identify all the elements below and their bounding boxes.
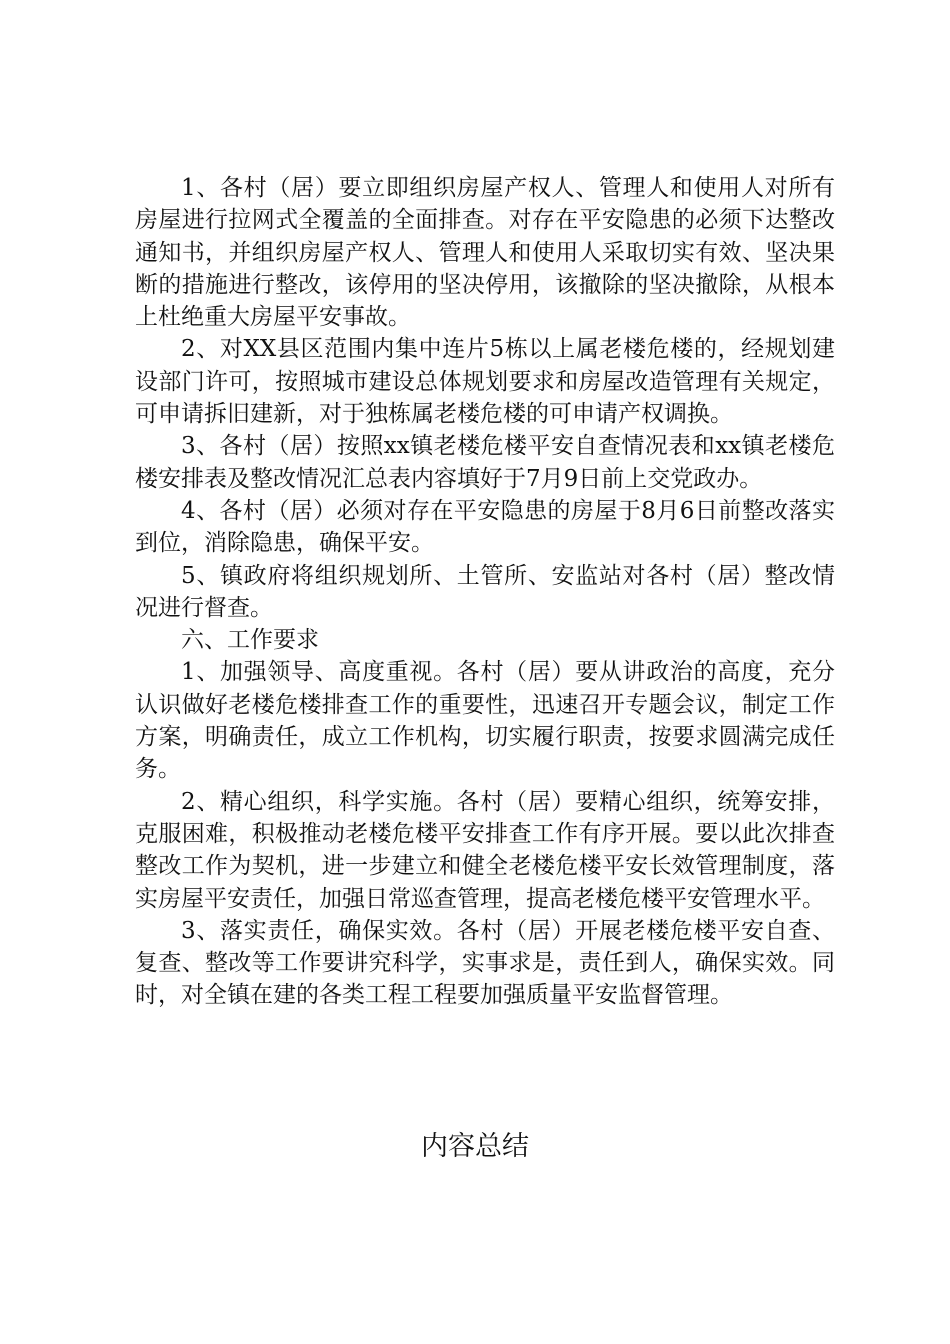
- summary-title: 内容总结: [421, 1131, 529, 1162]
- paragraph-5: 5、镇政府将组织规划所、土管所、安监站对各村（居）整改情况进行督查。: [135, 562, 835, 621]
- paragraph-2: 2、对XX县区范围内集中连片5栋以上属老楼危楼的，经规划建设部门许可，按照城市建设总体规划要求和房屋改造管理有关规定，可申请拆旧建新，对于独栋属老楼危楼的可申请产权调换。: [135, 336, 835, 428]
- body-text: [135, 172, 835, 1012]
- section-heading: 六、工作要求: [181, 627, 319, 654]
- paragraph-7: 1、加强领导、高度重视。各村（居）要从讲政治的高度，充分认识做好老楼危楼排查工作的重要性，迅速召开专题会议，制定工作方案，明确责任，成立工作机构，切实履行职责，按要求圆满完成任务。: [135, 659, 835, 783]
- paragraph-8: 2、精心组织，科学实施。各村（居）要精心组织，统筹安排，克服困难，积极推动老楼危楼平安排查工作有序开展。要以此次排查整改工作为契机，进一步建立和健全老楼危楼平安长效管理制度，落实房屋平安责任，加强日常巡查管理，提高老楼危楼平安管理水平。: [135, 788, 835, 912]
- paragraph-9: 3、落实责任，确保实效。各村（居）开展老楼危楼平安自查、复查、整改等工作要讲究科学，实事求是，责任到人，确保实效。同时，对全镇在建的各类工程工程要加强质量平安监督管理。: [135, 917, 835, 1009]
- paragraph-3: 3、各村（居）按照xx镇老楼危楼平安自查情况表和xx镇老楼危楼安排表及整改情况汇总表内容填好于7月9日前上交党政办。: [135, 433, 835, 492]
- paragraph-4: 4、各村（居）必须对存在平安隐患的房屋于8月6日前整改落实到位，消除隐患，确保平安。: [135, 497, 835, 557]
- paragraph-1: 1、各村（居）要立即组织房屋产权人、管理人和使用人对所有房屋进行拉网式全覆盖的全面排查。对存在平安隐患的必须下达整改通知书，并组织房屋产权人、管理人和使用人采取切实有效、坚决果断的措施进行整改，该停用的坚决停用，该撤除的坚决撤除，从根本上杜绝重大房屋平安事故。: [135, 175, 835, 331]
